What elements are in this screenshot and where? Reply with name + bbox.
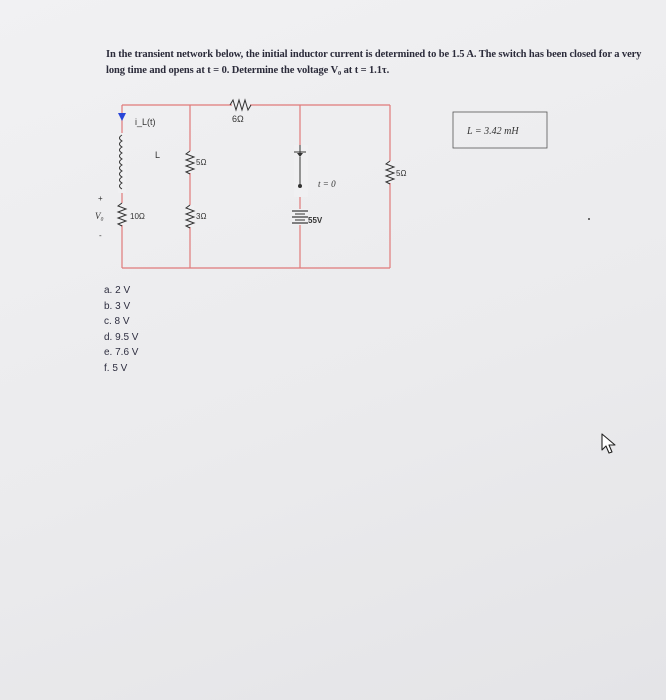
resistor-left-mid-label: 5Ω: [196, 158, 207, 167]
inductance-value: L = 3.42 mH: [467, 126, 519, 137]
switch-label: t = 0: [318, 179, 336, 189]
inductor-current-label: i_L(t): [135, 117, 156, 127]
option-f[interactable]: f. 5 V: [104, 362, 128, 374]
source-label: 55V: [308, 216, 323, 225]
resistor-right-label: 5Ω: [396, 169, 407, 178]
option-a[interactable]: a. 2 V: [104, 285, 131, 296]
vo-label: V₀: [95, 211, 104, 221]
option-e[interactable]: e. 7.6 V: [104, 347, 139, 358]
resistor-left-bottom-label: 10Ω: [130, 212, 145, 221]
switch-contact: [298, 184, 302, 188]
vo-minus-label: -: [99, 231, 102, 240]
current-arrow-icon: [118, 113, 126, 121]
option-d[interactable]: d. 9.5 V: [104, 331, 139, 343]
stray-dot: [588, 218, 590, 220]
answer-options: [104, 283, 138, 376]
inductor-label: L: [155, 150, 161, 160]
mouse-pointer-icon: [599, 432, 621, 458]
option-c[interactable]: c. 8 V: [104, 316, 130, 327]
circuit-diagram: [80, 95, 560, 280]
option-b[interactable]: b. 3 V: [104, 300, 131, 312]
vo-plus-label: +: [98, 194, 103, 203]
resistor-top-label: 6Ω: [232, 114, 244, 124]
question-text: In the transient network below, the initial inductor current is determined to be 1.5 A. The switch has been closed for a very long time and opens at t = 0. Determine the voltage V₀ at t = 1.1τ.: [106, 49, 642, 76]
resistor-mid-bottom-label: 3Ω: [196, 212, 207, 221]
resistor-6ohm: [230, 100, 251, 110]
